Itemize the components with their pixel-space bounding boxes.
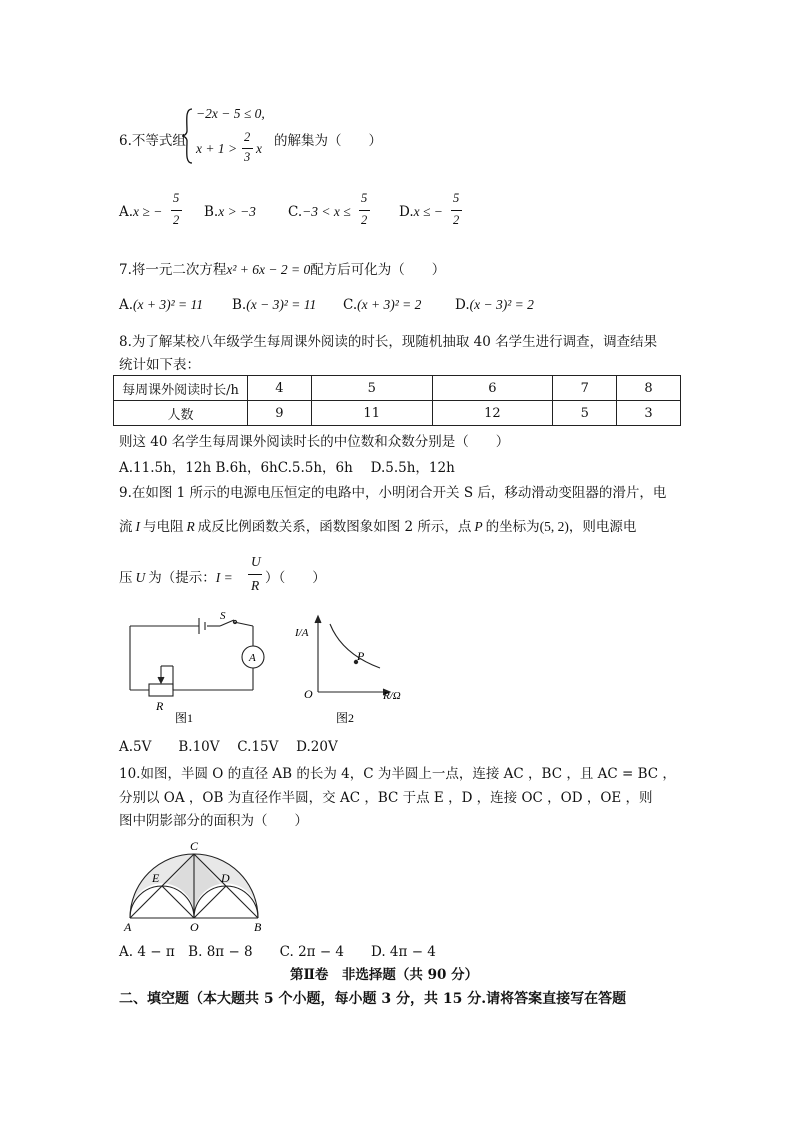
ammeter-label: A xyxy=(249,652,256,664)
table-cell: 9 xyxy=(248,401,312,426)
q6-fraction-bar xyxy=(242,148,253,149)
table-header-cell: 人数 xyxy=(114,401,248,426)
q7-option-a xyxy=(119,297,203,313)
q7-option-b xyxy=(232,297,316,313)
q7-option-d xyxy=(455,297,534,313)
table-header-cell: 每周课外阅读时长/h xyxy=(114,376,248,401)
option-label: B. xyxy=(204,204,219,220)
option-expression: x ≥ − xyxy=(133,204,163,219)
q9-line-1: 9.在如图 1 所示的电源电压恒定的电路中，小明闭合开关 S 后，移动滑动变阻器的滑片，电 xyxy=(119,485,667,501)
q7-stem-suffix: 配方后可化为（ ） xyxy=(310,262,446,278)
var-p: P xyxy=(474,519,483,534)
q6-option-d-denominator: 2 xyxy=(453,213,460,227)
var-i: I xyxy=(135,519,140,534)
q6-stem-suffix: 的解集为（ ） xyxy=(274,133,382,149)
q9-hint-bar xyxy=(248,574,262,575)
point-d-label: D xyxy=(221,871,230,885)
q6-option-c-numerator: 5 xyxy=(361,191,368,205)
option-label: C. xyxy=(288,204,303,220)
section-2-title: 第Ⅱ卷 非选择题（共 90 分） xyxy=(290,967,479,983)
table-row xyxy=(114,401,681,426)
var-u: U xyxy=(135,570,146,585)
text: ，则电源电 xyxy=(568,519,637,535)
table-cell: 12 xyxy=(432,401,553,426)
q7-equation: x² + 6x − 2 = 0 xyxy=(226,262,311,277)
text: 为（提示： xyxy=(148,570,216,586)
q9-line-3-end: ）（ ） xyxy=(265,570,326,586)
q6-option-c-denominator: 2 xyxy=(361,213,368,227)
q6-option-a-denominator: 2 xyxy=(173,213,180,227)
q9-line-2 xyxy=(119,515,636,535)
q6-fraction-numerator: 2 xyxy=(244,130,251,144)
text: 与电阻 xyxy=(143,519,184,535)
q7-stem-prefix: 7.将一元二次方程 xyxy=(119,262,227,278)
x-axis-label: R/Ω xyxy=(383,690,401,702)
q6-option-c xyxy=(288,204,351,220)
q10-line-2: 分别以 OA ，OB 为直径作半圆，交 AC ，BC 于点 E ，D ，连接 OC ，OD ，OE ，则 xyxy=(119,790,653,806)
table-cell: 8 xyxy=(617,376,681,401)
point-e-label: E xyxy=(152,871,160,885)
q8-stem-line-1: 8.为了解某校八年级学生每周课外阅读的时长，现随机抽取 40 名学生进行调查，调查结果 xyxy=(119,334,658,350)
q6-option-d-numerator: 5 xyxy=(453,191,460,205)
q6-option-a xyxy=(119,204,162,220)
point-b-label: B xyxy=(254,920,262,934)
hint-lhs: I = xyxy=(215,570,233,585)
text: 的坐标为 xyxy=(485,519,540,535)
var-r: R xyxy=(186,519,195,534)
text: 流 xyxy=(119,519,133,535)
q6-option-d xyxy=(399,204,443,220)
table-cell: 11 xyxy=(311,401,432,426)
q8-stem-line-2: 统计如下表： xyxy=(119,357,200,373)
q8-options: A.11.5h，12h B.6h，6hC.5.5h，6h D.5.5h，12h xyxy=(119,460,455,476)
q7-option-c xyxy=(343,297,421,313)
table-row xyxy=(114,376,681,401)
q6-inequality-2-right: x xyxy=(256,141,262,156)
q6-fraction-denominator: 3 xyxy=(244,150,251,164)
point-a-label: A xyxy=(124,920,132,934)
fig1-caption: 图1 xyxy=(175,711,194,725)
q6-inequality-1: −2x − 5 ≤ 0, xyxy=(196,106,265,121)
q9-hint-numerator: U xyxy=(251,554,261,569)
q9-function-graph xyxy=(290,612,420,730)
origin-label: O xyxy=(304,687,313,701)
q6-option-c-bar xyxy=(359,210,370,211)
q9-line-3 xyxy=(119,566,233,586)
q8-data-table xyxy=(113,375,681,426)
q8-question: 则这 40 名学生每周课外阅读时长的中位数和众数分别是（ ） xyxy=(119,434,510,450)
option-expression: (x + 3)² = 2 xyxy=(357,297,422,312)
q10-options: A. 4 − π B. 8π − 8 C. 2π − 4 D. 4π − 4 xyxy=(119,944,436,960)
table-cell: 5 xyxy=(553,401,617,426)
table-cell: 3 xyxy=(617,401,681,426)
q10-line-3: 图中阴影部分的面积为（ ） xyxy=(119,813,308,829)
q9-hint-denominator: R xyxy=(251,578,260,593)
fig2-caption: 图2 xyxy=(336,711,355,725)
table-cell: 5 xyxy=(311,376,432,401)
point-c-label: C xyxy=(190,840,199,853)
q9-options: A.5V B.10V C.15V D.20V xyxy=(119,739,338,755)
q6-inequality-2-left: x + 1 > xyxy=(196,141,238,156)
text: 压 xyxy=(119,570,133,586)
option-label: B. xyxy=(232,297,247,313)
option-label: A. xyxy=(119,297,134,313)
q7-stem xyxy=(119,258,445,278)
table-cell: 6 xyxy=(432,376,553,401)
option-expression: (x − 3)² = 2 xyxy=(469,297,534,312)
q9-circuit-figure xyxy=(125,610,265,730)
q6-option-a-numerator: 5 xyxy=(173,191,180,205)
q10-semicircle-figure xyxy=(120,840,270,935)
point-o-label: O xyxy=(190,920,199,934)
option-expression: (x + 3)² = 11 xyxy=(133,297,204,312)
table-cell: 7 xyxy=(553,376,617,401)
q6-option-b xyxy=(204,204,256,220)
option-expression: x > −3 xyxy=(218,204,256,219)
q10-line-1: 10.如图，半圆 O 的直径 AB 的长为 4，C 为半圆上一点，连接 AC ，BC ，且 AC = BC ， xyxy=(119,766,676,782)
option-label: C. xyxy=(343,297,358,313)
table-cell: 4 xyxy=(248,376,312,401)
text: 成反比例函数关系，函数图象如图 2 所示，点 xyxy=(197,519,472,535)
switch-label: S xyxy=(220,610,226,622)
option-expression: −3 < x ≤ xyxy=(302,204,351,219)
y-axis-label: I/A xyxy=(295,627,309,639)
option-label: A. xyxy=(119,204,134,220)
option-label: D. xyxy=(455,297,470,313)
q6-option-d-bar xyxy=(451,210,462,211)
point-p-label: P xyxy=(357,649,365,663)
option-expression: (x − 3)² = 11 xyxy=(246,297,317,312)
q6-option-a-bar xyxy=(171,210,182,211)
option-expression: x ≤ − xyxy=(413,204,443,219)
part-2-heading: 二、填空题（本大题共 5 个小题，每小题 3 分，共 15 分.请将答案直接写在答题 xyxy=(119,991,627,1007)
q6-brace xyxy=(180,107,194,165)
resistor-label: R xyxy=(156,699,164,713)
option-label: D. xyxy=(399,204,414,220)
q6-stem-prefix: 6.不等式组 xyxy=(119,133,186,149)
point-coordinate: (5, 2) xyxy=(539,519,569,534)
